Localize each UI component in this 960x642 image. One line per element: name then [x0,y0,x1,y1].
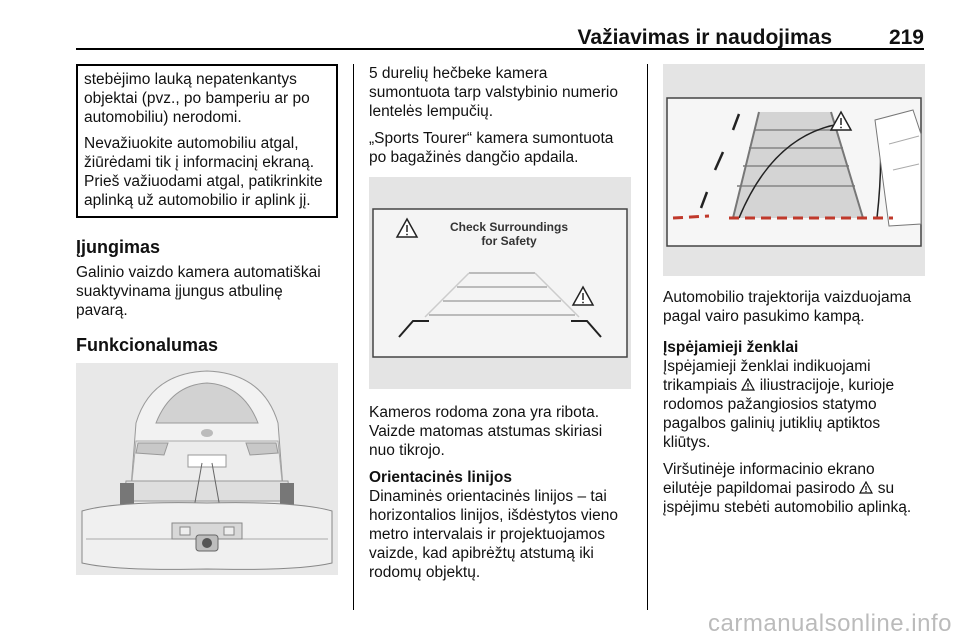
note-paragraph-2: Nevažiuokite automobiliu atgal, žiūrėdami tik į informacinį ekraną. Prieš važiuodami atgal, patikrinkite aplinką už automobilio ir aplink jį. [84,135,323,209]
top-line-warning-paragraph [663,460,925,517]
warning-note-box [76,64,338,218]
heading-warning-signs: Įspėjamieji ženklai [663,339,799,356]
section-title: Važiavimas ir naudojimas [577,26,832,49]
sports-tourer-camera-paragraph: „Sports Tourer“ kamera sumontuota po bagažinės dangčio apdaila. [369,130,614,166]
heading-activation: Įjungimas [76,237,161,257]
hatchback-camera-paragraph: 5 durelių hečbeke kamera sumontuota tarp valstybinio numerio lentelės lempučių. [369,65,618,120]
heading-guide-lines: Orientacinės linijos [369,469,512,486]
column-2 [369,64,631,590]
activation-paragraph: Galinio vaizdo kamera automatiškai suaktyvinama įjungus atbulinę pavarą. [76,264,321,319]
top-line-text-2: su įspėjimu stebėti automobilio aplinką. [663,480,912,516]
camera-screen-illustration [369,177,631,389]
guide-lines-paragraph: Dinaminės orientacinės linijos – tai horizontalios linijos, išdėstytos vieno metro intervalais ir projektuojamos vaizde, kad apibrėžtų atstumą iki rodomų objektų. [369,488,618,581]
watermark: carmanualsonline.info [708,610,952,637]
camera-screen-figure [369,177,631,389]
car-rear-illustration [76,363,338,575]
warning-triangle-icon [741,378,755,391]
warning-triangle-icon [859,481,873,494]
top-line-text-1: Viršutinėje informacinio ekrano eilutėje papildomai pasirodo [663,461,875,497]
rear-camera-icon [196,535,218,551]
screen-message-line-2: for Safety [481,234,537,248]
trajectory-illustration [663,64,925,276]
warning-signs-paragraph [663,357,925,452]
screen-message-line-1: Check Surroundings [449,220,569,234]
warning-signs-text-1: Įspėjamieji ženklai indikuojami trikampiais [663,358,871,394]
heading-functionality: Funkcionalumas [76,335,219,355]
camera-zone-paragraph: Kameros rodoma zona yra ribota. Vaizde matomas atstumas skiriasi nuo tikrojo. [369,404,603,459]
column-divider-2 [647,64,648,610]
car-rear-figure [76,363,338,575]
trajectory-figure [663,64,925,276]
column-1 [76,64,338,575]
page-header [76,0,924,50]
page-number: 219 [888,26,924,49]
note-paragraph-1: stebėjimo lauką nepatenkantys objektai (pvz., po bamperiu ar po automobiliu) nerodomi. [84,71,310,126]
column-divider-1 [353,64,354,610]
column-3 [663,64,925,525]
trajectory-paragraph: Automobilio trajektorija vaizduojama pagal vairo pasukimo kampą. [663,289,912,325]
warning-signs-text-2: iliustracijoje, kurioje rodomos pažangiosios statymo pagalbos galinių jutiklių aptiktos kliūtys. [663,377,895,451]
